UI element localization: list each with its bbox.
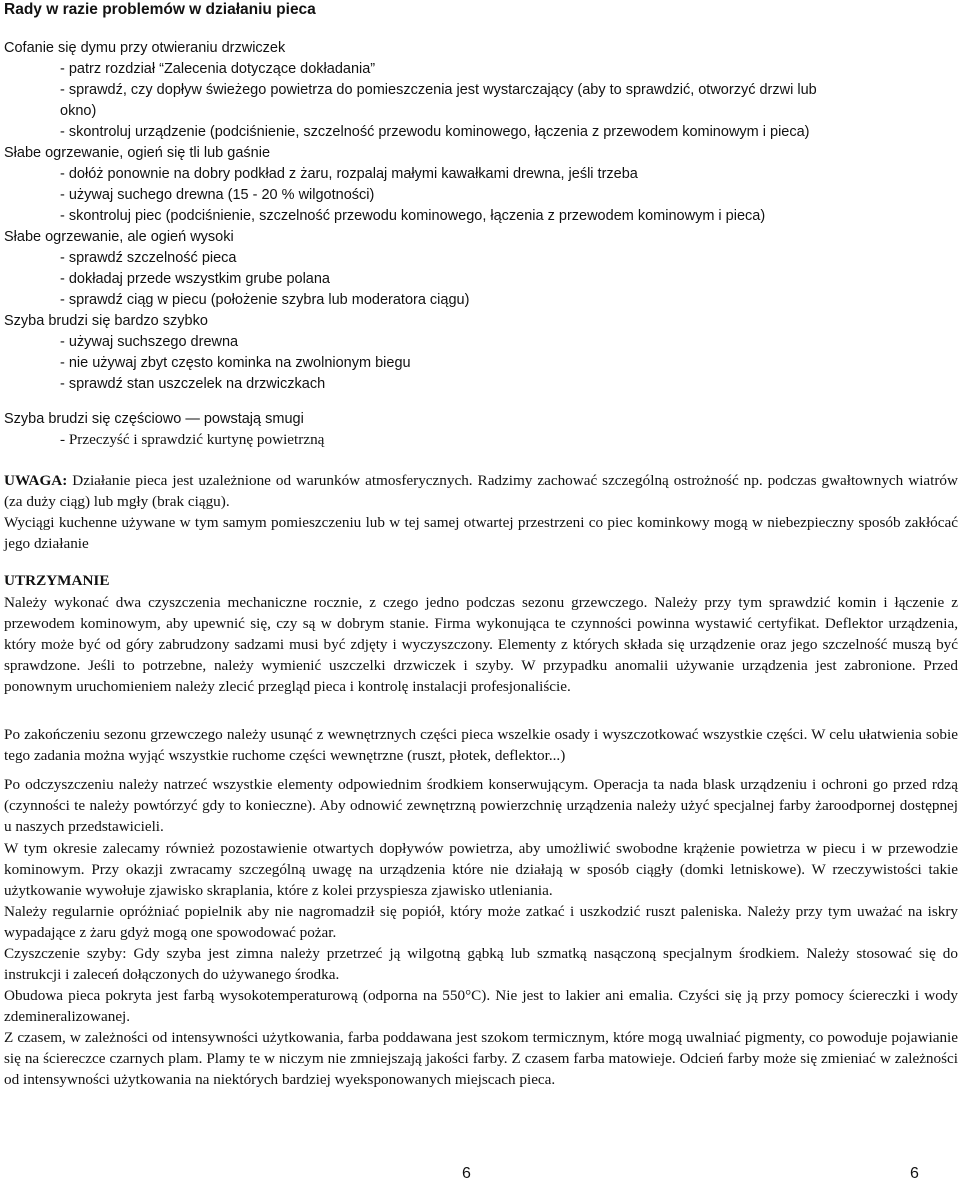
section-heading-glass-fast: Szyba brudzi się bardzo szybko — [4, 313, 208, 329]
list-item: - sprawdź ciąg w piecu (położenie szybra lub moderatora ciągu) — [60, 292, 470, 308]
warning-paragraph — [4, 470, 958, 512]
list-item: - Przeczyść i sprawdzić kurtynę powietrzną — [60, 431, 325, 448]
maintenance-paragraph-6: Czyszczenie szyby: Gdy szyba jest zimna należy przetrzeć ją wilgotną gąbką lub szmatką nasączoną specjalnym środkiem. Należy stosować się do instrukcji i zaleceń dołączonych do używanego środka. — [4, 945, 958, 983]
list-item: - sprawdź szczelność pieca — [60, 250, 237, 266]
list-item: - sprawdź stan uszczelek na drzwiczkach — [60, 376, 326, 392]
list-item: - używaj suchego drewna (15 - 20 % wilgotności) — [60, 187, 375, 203]
list-item: - patrz rozdział “Zalecenia dotyczące dokładania” — [60, 61, 376, 77]
warning-paragraph-hood: Wyciągi kuchenne używane w tym samym pomieszczeniu lub w tej samej otwartej przestrzeni co piec kominkowy mogą w niebezpieczny sposób zakłócać jego działanie — [4, 514, 958, 552]
maintenance-paragraph-8: Z czasem, w zależności od intensywności użytkowania, farba poddawana jest szokom termicznym, które mogą uwalniać pigmenty, co powoduje pojawianie się na ściereczce czarnych plam. Plamy te w niczym nie zmniejszają jakości farby. Z czasem farba matowieje. Odcień farby może się zmieniać w zależności od intensywności użytkowania na niektórych bardziej wyeksponowanych miejscach pieca. — [4, 1029, 958, 1088]
page-number-right: 6 — [910, 1165, 919, 1182]
section-heading-smoke: Cofanie się dymu przy otwieraniu drzwiczek — [4, 40, 286, 56]
list-item: okno) — [60, 103, 97, 119]
maintenance-paragraph-1: Należy wykonać dwa czyszczenia mechaniczne rocznie, z czego jedno podczas sezonu grzewczego. Należy przy tym sprawdzić komin i łączenie z przewodem kominowym, aby upewnić się, czy są w dobrym stanie. Firma wykonująca te czynności powinna wystawić certyfikat. Deflektor urządzenia, który może być od góry zabrudzony sadzami musi być zdjęty i wyczyszczony. Elementy z których składa się urządzenie oraz jego szczelność muszą być sprawdzone. Jeśli to potrzebne, należy wymienić uszczelki drzwiczek i szyby. W przypadku anomalii używanie urządzenia jest zabronione. Przed ponownym uruchomieniem należy zlecić przegląd pieca i kontrolę instalacji profesjonaliście. — [4, 594, 958, 695]
maintenance-paragraph-7: Obudowa pieca pokryta jest farbą wysokotemperaturową (odporna na 550°C). Nie jest to lakier ani emalia. Czyści się ją przy pomocy ściereczki i wody zdemineralizowanej. — [4, 987, 958, 1025]
page-number-center: 6 — [462, 1165, 471, 1182]
list-item: - sprawdź, czy dopływ świeżego powietrza do pomieszczenia jest wystarczający (aby to sprawdzić, otworzyć drzwi lub — [60, 82, 817, 98]
warning-label: UWAGA: — [4, 472, 68, 489]
list-item: - dokładaj przede wszystkim grube polana — [60, 271, 330, 287]
section-heading-maintenance: UTRZYMANIE — [4, 572, 110, 589]
section-heading-glass-partial: Szyba brudzi się częściowo — powstają smugi — [4, 411, 304, 427]
page-title: Rady w razie problemów w działaniu pieca — [4, 1, 316, 18]
warning-text: Działanie pieca jest uzależnione od warunków atmosferycznych. Radzimy zachować szczególną ostrożność np. podczas gwałtownych wiatrów (za duży ciąg) lub mgły (brak ciągu). — [4, 472, 958, 510]
list-item: - skontroluj piec (podciśnienie, szczelność przewodu kominowego, łączenia z przewodem kominowym i pieca) — [60, 208, 766, 224]
section-heading-weak-high-fire: Słabe ogrzewanie, ale ogień wysoki — [4, 229, 234, 245]
maintenance-paragraph-5: Należy regularnie opróżniać popielnik aby nie nagromadził się popiół, który może zatkać i uszkodzić ruszt paleniska. Należy przy tym uważać na iskry wypadające z żaru gdyż mogą one spowodować pożar. — [4, 903, 958, 941]
list-item: - skontroluj urządzenie (podciśnienie, szczelność przewodu kominowego, łączenia z przewodem kominowym i pieca) — [60, 124, 810, 140]
section-heading-weak-low-fire: Słabe ogrzewanie, ogień się tli lub gaśnie — [4, 145, 271, 161]
list-item: - dołóż ponownie na dobry podkład z żaru, rozpalaj małymi kawałkami drewna, jeśli trzeba — [60, 166, 638, 182]
maintenance-paragraph-2: Po zakończeniu sezonu grzewczego należy usunąć z wewnętrznych części pieca wszelkie osady i wyszczotkować wszystkie części. W celu ułatwienia sobie tego zadania można wyjąć wszystkie ruchome części wewnętrzne (ruszt, płotek, deflektor...) — [4, 726, 958, 764]
maintenance-paragraph-4: W tym okresie zalecamy również pozostawienie otwartych dopływów powietrza, aby umożliwić swobodne krążenie powietrza w piecu i w przewodzie kominowym. Przy okazji zwracamy szczególną uwagę na urządzenia które nie działają w sposób ciągły (domki letniskowe). W rzeczywistości takie użytkowanie wywołuje zjawisko skraplania, które z kolei przyspiesza zjawisko utleniania. — [4, 840, 958, 899]
list-item: - nie używaj zbyt często kominka na zwolnionym biegu — [60, 355, 411, 371]
list-item: - używaj suchszego drewna — [60, 334, 239, 350]
maintenance-paragraph-3: Po odczyszczeniu należy natrzeć wszystkie elementy odpowiednim środkiem konserwującym. Operacja ta nada blask urządzeniu i ochroni go przed rdzą (czynności te należy powtórzyć gdy to konieczne). Aby odnowić zewnętrzną powierzchnię urządzenia należy użyć specjalnej farby żaroodpornej dostępnej u naszych przedstawicieli. — [4, 776, 958, 835]
